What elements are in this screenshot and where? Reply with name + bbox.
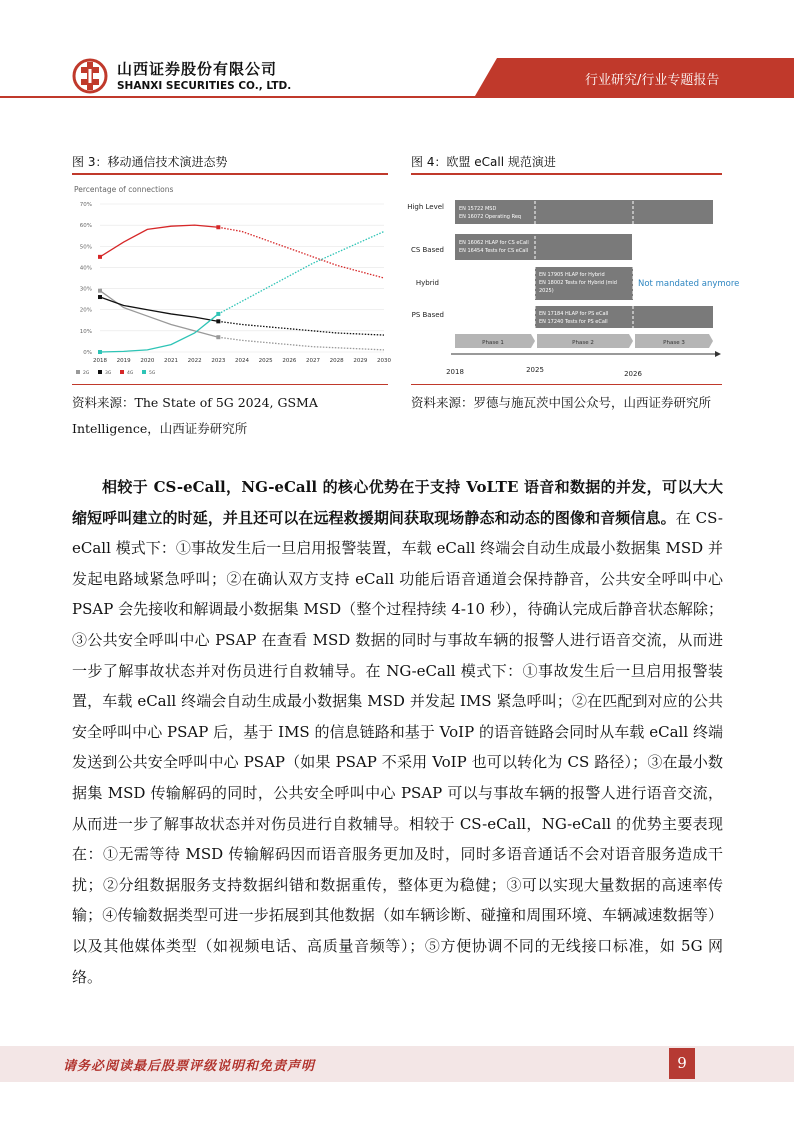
x-tick-label: 2020 [140,358,155,364]
y-tick-label: 70% [79,202,92,208]
company-name-en: SHANXI SECURITIES CO., LTD. [117,80,292,92]
figure3-top-rule [72,173,388,175]
row-label-cs-based: CS Based [410,246,444,254]
figure4-top-rule [411,173,722,175]
bar-hybrid-line2: EN 18002 Tests for Hybrid (mid [539,280,617,286]
bar-ps-based-line2: EN 17240 Tests for PS eCall [539,319,608,325]
year-2018: 2018 [446,368,464,376]
legend-swatch-3G [98,370,102,374]
phase3-label: Phase 3 [663,340,685,346]
data-point-3G [216,319,220,323]
chart-title: Percentage of connections [74,185,174,194]
legend-swatch-5G [142,370,146,374]
x-tick-label: 2021 [164,358,178,364]
figure3-source: 资料来源：The State of 5G 2024, GSMA Intelligence，山西证券研究所 [72,395,318,436]
data-point-2G [98,289,102,293]
data-point-5G [216,312,220,316]
page-header [0,0,794,110]
legend-label-3G: 3G [105,371,112,376]
legend-swatch-4G [120,370,124,374]
data-point-4G [216,225,220,229]
bar-cs-based-line1: EN 16062 HLAP for CS eCall [459,240,529,246]
series-forecast-3G [218,321,384,335]
bar-ps-based-line1: EN 17184 HLAP for PS eCall [539,311,609,317]
year-2025: 2025 [526,366,544,374]
data-point-4G [98,255,102,259]
figure3-bottom-rule [72,384,388,385]
data-point-3G [98,295,102,299]
legend-label-2G: 2G [83,371,90,376]
series-forecast-4G [218,227,384,278]
x-tick-label: 2025 [258,358,273,364]
y-tick-label: 20% [79,307,92,314]
shanxi-securities-logo-icon [72,58,108,94]
x-tick-label: 2024 [235,358,249,364]
x-tick-label: 2030 [377,358,391,364]
y-tick-label: 40% [79,265,92,272]
page-number: 9 [669,1048,695,1079]
phase1-label: Phase 1 [482,340,504,346]
legend-label-4G: 4G [127,371,134,376]
bar-high-level-line1: EN 15722 MSD [459,206,497,212]
series-line-4G [100,225,218,257]
figure4-bottom-rule [411,384,722,385]
bar-hybrid-line1: EN 17905 HLAP for Hybrid [539,272,605,278]
x-tick-label: 2029 [353,358,368,364]
company-name-cn: 山西证券股份有限公司 [117,60,278,78]
row-label-ps-based: PS Based [411,311,444,319]
series-line-3G [100,297,218,321]
figure4-source: 资料来源：罗德与施瓦茨中国公众号，山西证券研究所 [411,395,712,410]
legend-swatch-2G [76,370,80,374]
x-tick-label: 2022 [187,358,202,364]
series-line-2G [100,291,218,338]
bar-hybrid-line3: 2025) [539,288,554,294]
bar-cs-based-line2: EN 16454 Tests for CS eCall [459,248,529,254]
phase2-label: Phase 2 [572,340,594,346]
y-tick-label: 60% [79,223,92,230]
footer-disclaimer[interactable]: 请务必阅读最后股票评级说明和免责声明 [63,1059,316,1074]
y-tick-label: 10% [79,328,92,335]
x-tick-label: 2028 [329,358,344,364]
body-bold-lead: 相较于 CS-eCall，NG-eCall 的核心优势在于支持 VoLTE 语音和数据的并发，可以大大缩短呼叫建立的时延，并且还可以在远程救援期间获取现场静态和动态的图像和音频信息。 [72,478,723,527]
legend-label-5G: 5G [149,371,156,376]
bar-high-level [455,200,713,224]
figure4-title: 图 4：欧盟 eCall 规范演进 [411,155,556,169]
data-point-2G [216,335,220,339]
body-text: 在 CS-eCall 模式下：①事故发生后一旦启用报警装置，车载 eCall 终端会自动生成最小数据集 MSD 并发起电路域紧急呼叫；②在确认双方支持 eCall 功能后语音通道会保持静音，公共安全呼叫中心 PSAP 会先接收和解调最小数据集 MSD（整个过程持续 4-10 秒），待确认完成后静音状态解除；③公共安全呼叫中心 PSAP 在查看 MSD 数据的同时与事故车辆的报警人进行语音交流，从而进一步了解事故状态并对伤员进行自救辅导。在 NG-eCall 模式下：①事故发生后一旦启用报警装置，车载 eCall 终端会自动生成最小数据集 MSD 并发起 IMS 紧急呼叫；②在匹配到对应的公共安全呼叫中心 PSAP 后，基于 IMS 的信息链路和基于 VoIP 的语音链路会同时从车载 eCall 终端发送到公共安全呼叫中心 PSAP（如果 PSAP 不采用 VoIP 也可以转化为 CS 路径）；③在最小数据集 MSD 传输解码的同时，公共安全呼叫中心 PSAP 可以与事故车辆的报警人进行语音交流，从而进一步了解事故状态并对伤员进行自救辅导。相较于 CS-eCall，NG-eCall 的优势主要表现在：①无需等待 MSD 传输解码因而语音服务更加及时，同时多语音通话不会对语音服务造成干扰；②分组数据服务支持数据纠错和数据重传，整体更为稳健；③可以实现大量数据的高速率传输；④传输数据类型可进一步拓展到其他数据（如车辆诊断、碰撞和周围环境、车辆减速数据等）以及其他媒体类型（如视频电话、高质量音频等）；⑤方便协调不同的无线接口标准，如 5G 网络。 [72,508,723,986]
x-tick-label: 2018 [93,358,107,364]
row-label-high-level: High Level [407,203,444,211]
figure3-chart [72,178,391,382]
bar-cs-based [455,234,632,260]
x-tick-label: 2027 [306,358,320,364]
x-tick-label: 2023 [211,358,226,364]
row-label-hybrid: Hybrid [415,279,439,287]
figure3-title: 图 3：移动通信技术演进态势 [72,155,228,169]
x-tick-label: 2026 [282,358,297,364]
y-tick-label: 30% [79,286,92,293]
y-tick-label: 50% [79,244,92,251]
series-forecast-5G [218,231,384,313]
bar-high-level-line2: EN 16072 Operating Req [459,214,522,220]
header-rule [0,96,794,98]
time-axis-arrowhead [715,351,721,357]
x-tick-label: 2019 [116,358,131,364]
series-forecast-2G [218,337,384,350]
body-paragraph [72,472,723,992]
figure4-diagram [407,178,740,382]
data-point-5G [98,350,102,354]
report-type: 行业研究/行业专题报告 [585,73,720,88]
y-tick-label: 0% [83,350,92,356]
annotation-not-mandated: Not mandated anymore [638,279,740,289]
year-2026: 2026 [624,370,642,378]
